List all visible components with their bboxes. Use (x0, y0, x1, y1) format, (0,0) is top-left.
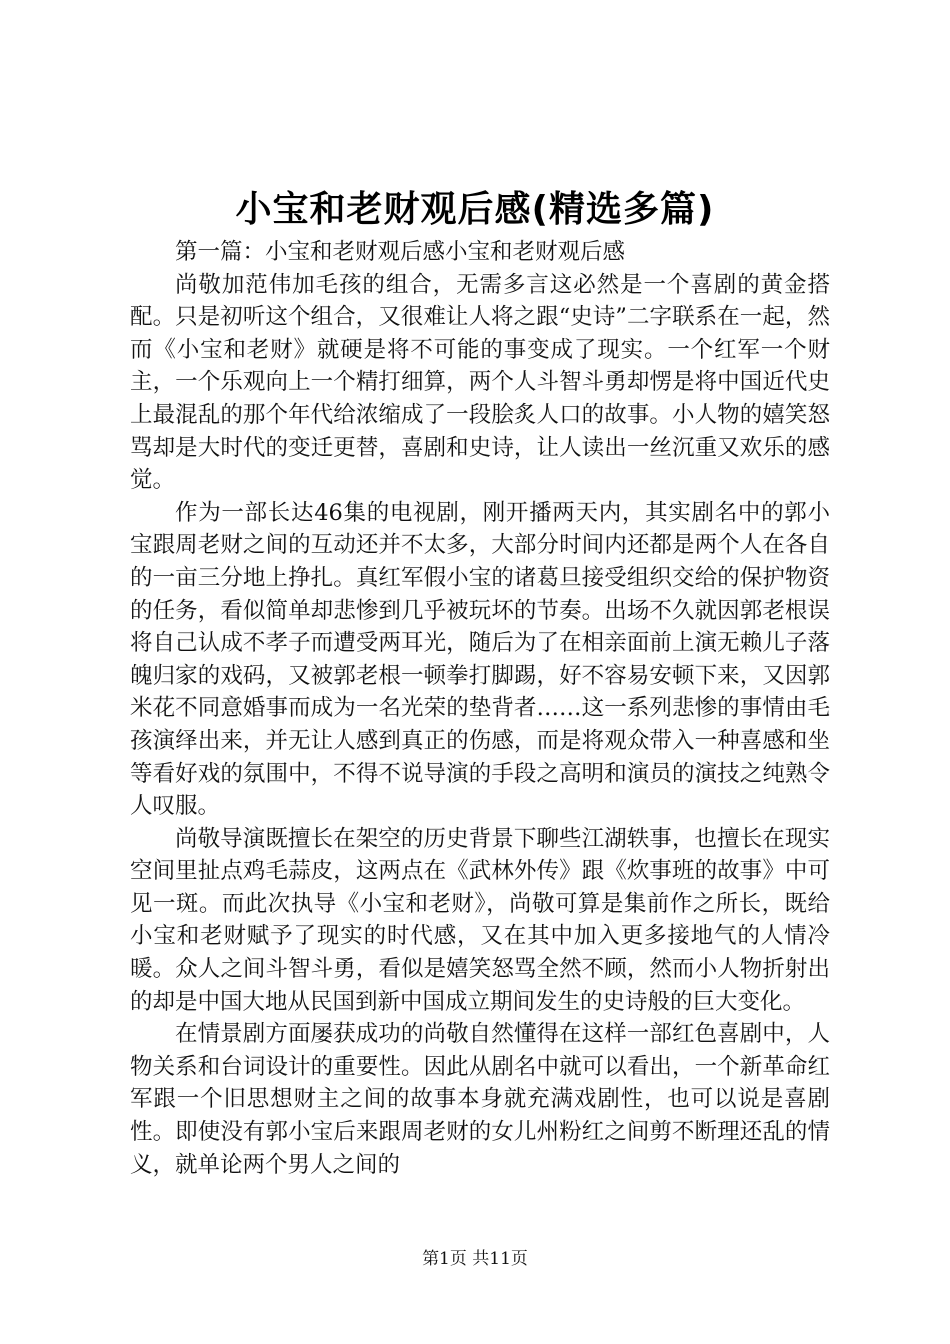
page-footer: 第1页 共11页 (422, 1249, 528, 1269)
paragraph-2: 作为一部长达46集的电视剧，刚开播两天内，其实剧名中的郭小宝跟周老财之间的互动还并不太多，大部分时间内还都是两个人在各自的一亩三分地上挣扎。真红军假小宝的诸葛旦接受组织交给的保护物资的任务，看似简单却悲惨到几乎被玩坏的节奏。出场不久就因郭老根误将自己认成不孝子而遭受两耳光，随后为了在相亲面前上演无赖儿子落魄归家的戏码，又被郭老根一顿拳打脚踢，好不容易安顿下来，又因郭米花不同意婚事而成为一名光荣的垫背者……这一系列悲惨的事情由毛孩演绎出来，并无让人感到真正的伤感，而是将观众带入一种喜感和坐等看好戏的氛围中，不得不说导演的手段之高明和演员的演技之纯熟令人叹服。 (130, 499, 830, 820)
section-heading: 第一篇：小宝和老财观后感小宝和老财观后感 (175, 239, 626, 265)
paragraph-1: 尚敬加范伟加毛孩的组合，无需多言这必然是一个喜剧的黄金搭配。只是初听这个组合，又很难让人将之跟“史诗”二字联系在一起，然而《小宝和老财》就硬是将不可能的事变成了现实。一个红军一个财主，一个乐观向上一个精打细算，两个人斗智斗勇却愣是将中国近代史上最混乱的那个年代给浓缩成了一段脍炙人口的故事。小人物的嬉笑怒骂却是大时代的变迁更替，喜剧和史诗，让人读出一丝沉重又欢乐的感觉。 (130, 271, 830, 494)
document-body (130, 236, 830, 1181)
paragraph-3: 尚敬导演既擅长在架空的历史背景下聊些江湖轶事，也擅长在现实空间里扯点鸡毛蒜皮，这两点在《武林外传》跟《炊事班的故事》中可见一斑。而此次执导《小宝和老财》，尚敬可算是集前作之所长，既给小宝和老财赋予了现实的时代感，又在其中加入更多接地气的人情冷暖。众人之间斗智斗勇，看似是嬉笑怒骂全然不顾，然而小人物折射出的却是中国大地从民国到新中国成立期间发生的史诗般的巨大变化。 (130, 825, 830, 1015)
document-title: 小宝和老财观后感(精选多篇) (235, 189, 715, 230)
paragraph-4: 在情景剧方面屡获成功的尚敬自然懂得在这样一部红色喜剧中，人物关系和台词设计的重要性。因此从剧名中就可以看出，一个新革命红军跟一个旧思想财主之间的故事本身就充满戏剧性，也可以说是喜剧性。即使没有郭小宝后来跟周老财的女儿州粉红之间剪不断理还乱的情义，就单论两个男人之间的 (130, 1021, 830, 1178)
